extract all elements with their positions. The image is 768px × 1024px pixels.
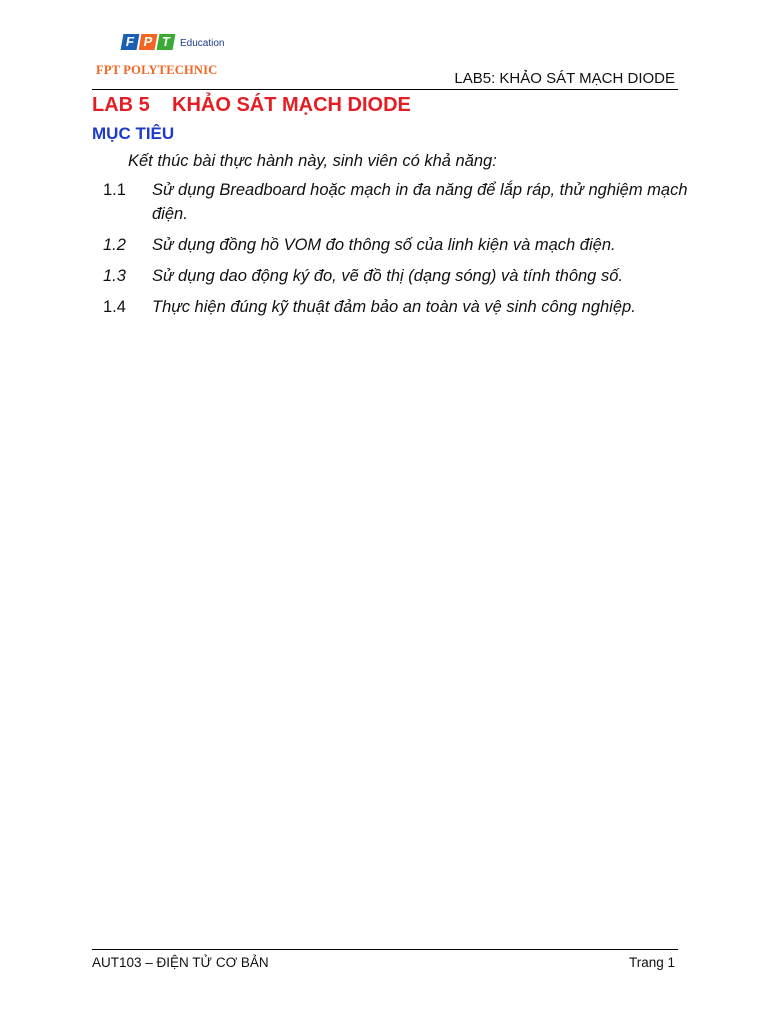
item-number: 1.2 — [103, 236, 126, 254]
footer-course: AUT103 – ĐIỆN TỬ CƠ BẢN — [92, 955, 269, 970]
list-item — [103, 178, 693, 226]
section-heading: MỤC TIÊU — [92, 124, 175, 143]
intro-text: Kết thúc bài thực hành này, sinh viên có khả năng: — [128, 152, 497, 170]
page-number: Trang 1 — [628, 955, 675, 970]
page-title — [92, 94, 411, 117]
item-number: 1.3 — [103, 267, 126, 285]
list-item — [103, 264, 693, 288]
fpt-logo-mark — [122, 34, 176, 50]
header-divider — [92, 89, 678, 90]
logo-education-text: Education — [180, 38, 225, 49]
footer-divider — [92, 949, 678, 950]
running-header: LAB5: KHẢO SÁT MẠCH DIODE — [454, 70, 675, 87]
lab-title-text: KHẢO SÁT MẠCH DIODE — [172, 94, 411, 116]
item-number: 1.4 — [103, 298, 126, 316]
item-number: 1.1 — [103, 181, 126, 199]
fpt-education-logo — [96, 30, 246, 82]
logo-letter-p: P — [139, 34, 158, 50]
objectives-list — [103, 178, 693, 326]
lab-number: LAB 5 — [92, 94, 150, 116]
list-item — [103, 233, 693, 257]
logo-letter-t: T — [157, 34, 176, 50]
item-text: Sử dụng đồng hồ VOM đo thông số của linh kiện và mạch điện. — [152, 236, 616, 254]
list-item — [103, 295, 693, 319]
logo-letter-f: F — [121, 34, 140, 50]
item-text: Thực hiện đúng kỹ thuật đảm bảo an toàn và vệ sinh công nghiệp. — [152, 298, 636, 316]
logo-polytechnic-text: FPT POLYTECHNIC — [96, 63, 218, 77]
item-text: Sử dụng Breadboard hoặc mạch in đa năng để lắp ráp, thử nghiệm mạch điện. — [152, 181, 688, 223]
item-text: Sử dụng dao động ký đo, vẽ đồ thị (dạng sóng) và tính thông số. — [152, 267, 623, 285]
